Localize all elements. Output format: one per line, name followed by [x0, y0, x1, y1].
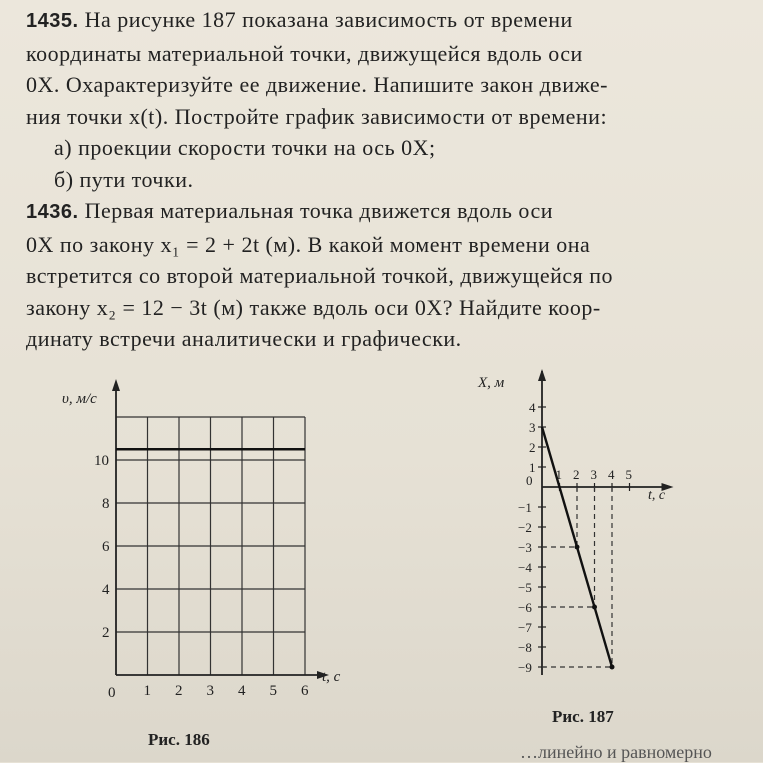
problem-1435-line-2: координаты материальной точки, движущейся вдоль оси: [26, 40, 583, 66]
problem-1436-line-2: 0X по закону x₁ = 2 + 2t (м). В какой момент времени она: [26, 231, 591, 257]
fig186-y-arrow: [112, 379, 120, 391]
fig186-ylabel: υ, м/с: [62, 391, 97, 407]
fig186-y-tick-label: 4: [102, 582, 110, 598]
fig187-x-tick-label: 3: [590, 467, 597, 482]
fig186-x-tick-label: 6: [301, 683, 309, 699]
fig187-y-tick-label: −7: [518, 620, 532, 635]
fig187-y-tick-label: 3: [529, 420, 536, 435]
fig187-y-tick-label: 4: [529, 400, 536, 415]
fig186-xlabel: t, c: [322, 669, 341, 685]
fig187-y-tick-label: −6: [518, 600, 532, 615]
fig187-y-tick-label: −1: [518, 500, 532, 515]
figure-186-velocity-graph: [60, 375, 350, 705]
fig186-origin: 0: [108, 685, 116, 701]
fig186-y-tick-label: 10: [94, 453, 109, 469]
figure-186-caption: Рис. 186: [148, 730, 210, 749]
fig187-x-tick-label: 2: [573, 467, 580, 482]
fig187-y-tick-label: 2: [529, 440, 536, 455]
fig187-y-tick-label: 1: [529, 460, 536, 475]
problem-1436-line-3: встретится со второй материальной точкой, движущейся по: [26, 263, 614, 288]
problem-1435-item-b: б) пути точки.: [54, 166, 194, 192]
fig187-x-tick-label: 1: [555, 467, 562, 482]
problem-1435-line-3: 0X. Охарактеризуйте ее движение. Напишите закон движе-: [26, 72, 608, 97]
fig186-x-tick-label: 1: [143, 683, 151, 699]
fig186-x-tick-label: 3: [206, 683, 214, 699]
problem-1436-line-4: закону x₂ = 12 − 3t (м) также вдоль оси 0X? Найдите коор-: [26, 294, 601, 320]
problem-1436-line-1: 1436. Первая материальная точка движется вдоль оси: [26, 198, 554, 223]
fig186-y-tick-label: 2: [102, 625, 110, 641]
fig186-x-tick-label: 5: [269, 683, 277, 699]
figure-187-coordinate-graph: [470, 365, 690, 675]
fig187-y-tick-label: −3: [518, 540, 532, 555]
fig186-x-tick-label: 2: [175, 683, 183, 699]
problem-1435-item-a: а) проекции скорости точки на ось 0X;: [54, 135, 436, 160]
fig187-y-tick-label: −2: [518, 520, 532, 535]
problems-text: [26, 4, 756, 355]
next-paragraph-fragment: …линейно и равномерно: [520, 742, 712, 762]
fig187-y-tick-label: −4: [518, 560, 532, 575]
fig187-y-arrow: [538, 369, 546, 381]
fig187-xlabel: t, c: [648, 488, 666, 503]
problem-1436-line-5: динату встречи аналитически и графически.: [26, 326, 462, 351]
problem-1436-number: 1436.: [26, 201, 79, 223]
fig187-origin: 0: [526, 473, 533, 488]
fig187-x-tick-label: 5: [625, 467, 632, 482]
figure-187-caption: Рис. 187: [552, 707, 614, 726]
fig187-ylabel: X, м: [478, 375, 505, 391]
fig187-y-tick-label: −8: [518, 640, 532, 655]
fig187-x-tick-label: 4: [608, 467, 615, 482]
fig187-y-tick-label: −5: [518, 580, 532, 595]
problem-1435-line-4: ния точки x(t). Постройте график зависимости от времени:: [26, 103, 608, 129]
fig186-x-tick-label: 4: [238, 683, 246, 699]
fig187-y-tick-label: −9: [518, 660, 532, 675]
fig186-y-tick-label: 8: [102, 496, 110, 512]
problem-1435-number: 1435.: [26, 10, 79, 32]
problem-1435-line-1: 1435. На рисунке 187 показана зависимость от времени: [26, 7, 573, 32]
fig186-y-tick-label: 6: [102, 539, 110, 555]
